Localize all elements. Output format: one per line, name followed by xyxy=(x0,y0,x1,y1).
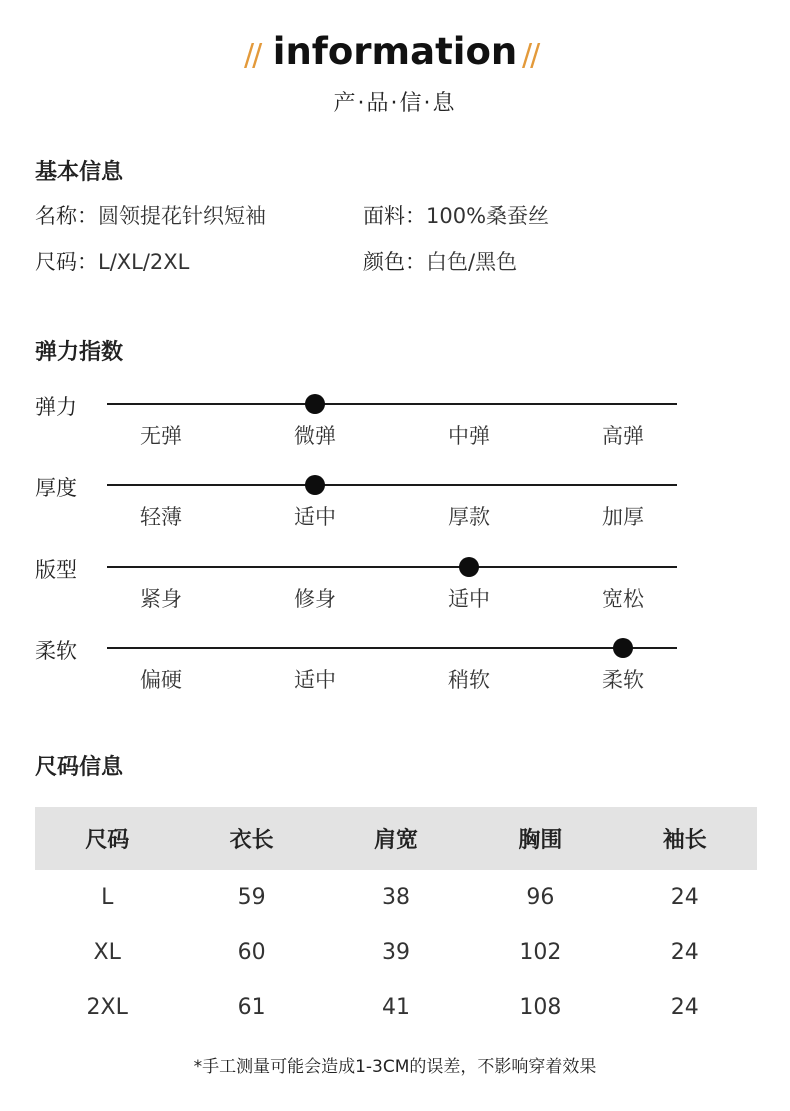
scale-option: 柔软 xyxy=(602,668,644,692)
info-size-label: 尺码： xyxy=(35,250,98,274)
table-row xyxy=(35,925,757,980)
table-cell: L xyxy=(101,885,114,910)
table-header-cell: 衣长 xyxy=(229,828,274,853)
basic-info-title: 基本信息 xyxy=(35,160,124,185)
scale-track xyxy=(107,566,677,568)
scale-option: 轻薄 xyxy=(140,505,182,529)
measurement-note: *手工测量可能会造成1-3CM的误差，不影响穿着效果 xyxy=(193,1057,597,1077)
scale-option: 稍软 xyxy=(448,668,490,692)
info-fabric xyxy=(363,200,549,230)
info-name-value: 圆领提花针织短袖 xyxy=(98,204,266,228)
scale-option: 偏硬 xyxy=(140,668,182,692)
scale-option: 适中 xyxy=(294,505,336,529)
table-cell: 61 xyxy=(237,995,266,1020)
table-cell: 38 xyxy=(381,885,410,910)
table-cell: 24 xyxy=(670,995,699,1020)
table-cell: XL xyxy=(93,940,121,965)
table-cell: 59 xyxy=(237,885,266,910)
decorative-slash-right: // xyxy=(522,38,539,73)
table-cell: 2XL xyxy=(86,995,128,1020)
info-fabric-label: 面料： xyxy=(363,204,426,228)
table-row xyxy=(35,870,757,925)
scale-option: 适中 xyxy=(294,668,336,692)
table-header-cell: 胸围 xyxy=(518,828,563,853)
size-info-title: 尺码信息 xyxy=(35,755,124,780)
info-name xyxy=(35,200,266,230)
header xyxy=(0,30,790,80)
scale-option: 高弹 xyxy=(602,424,644,448)
scale-indicator-dot xyxy=(305,475,325,495)
table-cell: 24 xyxy=(670,940,699,965)
table-cell: 60 xyxy=(237,940,266,965)
size-table xyxy=(35,807,757,1035)
scale-option: 紧身 xyxy=(140,587,182,611)
scale-option: 宽松 xyxy=(602,587,644,611)
table-header-cell: 袖长 xyxy=(662,828,707,853)
table-cell: 24 xyxy=(670,885,699,910)
info-color xyxy=(363,246,517,276)
table-row xyxy=(35,980,757,1035)
scale-option: 无弹 xyxy=(140,424,182,448)
scale-label: 弹力 xyxy=(35,395,77,419)
scale-indicator-dot xyxy=(613,638,633,658)
scale-label: 柔软 xyxy=(35,639,77,663)
page-title: information xyxy=(272,30,518,73)
table-cell: 96 xyxy=(526,885,555,910)
scale-track xyxy=(107,403,677,405)
scale-track xyxy=(107,647,677,649)
scale-label: 厚度 xyxy=(35,476,77,500)
scale-track xyxy=(107,484,677,486)
info-name-label: 名称： xyxy=(35,204,98,228)
info-size xyxy=(35,246,189,276)
info-fabric-value: 100%桑蚕丝 xyxy=(426,204,550,228)
table-cell: 102 xyxy=(519,940,562,965)
scale-option: 中弹 xyxy=(448,424,490,448)
scale-option: 适中 xyxy=(448,587,490,611)
info-size-value: L/XL/2XL xyxy=(98,250,190,274)
info-color-value: 白色/黑色 xyxy=(426,250,518,274)
scale-option: 加厚 xyxy=(602,505,644,529)
table-cell: 41 xyxy=(381,995,410,1020)
table-header-row xyxy=(35,807,757,870)
decorative-slash-left: // xyxy=(244,38,261,73)
elasticity-title: 弹力指数 xyxy=(35,340,124,365)
page-subtitle: 产·品·信·息 xyxy=(333,91,457,116)
scale-option: 修身 xyxy=(294,587,336,611)
table-cell: 39 xyxy=(381,940,410,965)
table-header-cell: 肩宽 xyxy=(373,828,418,853)
scale-label: 版型 xyxy=(35,558,77,582)
scale-option: 厚款 xyxy=(448,505,490,529)
info-color-label: 颜色： xyxy=(363,250,426,274)
table-cell: 108 xyxy=(519,995,562,1020)
scale-indicator-dot xyxy=(459,557,479,577)
table-header-cell: 尺码 xyxy=(85,828,130,853)
scale-indicator-dot xyxy=(305,394,325,414)
scale-option: 微弹 xyxy=(294,424,336,448)
